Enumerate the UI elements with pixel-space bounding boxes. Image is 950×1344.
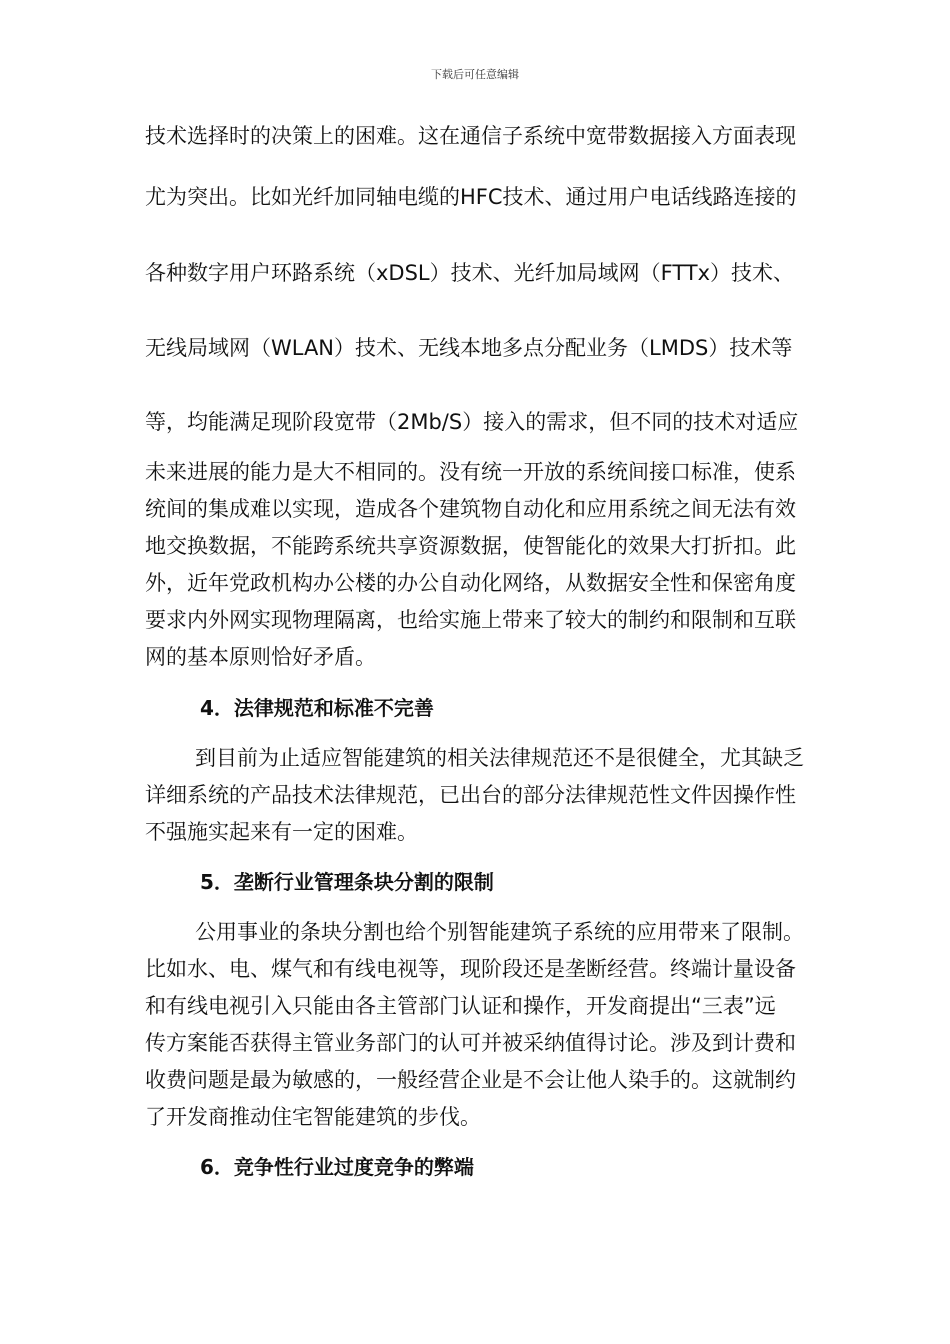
paragraph-line: 各种数字用户环路系统（xDSL）技术、光纤加局域网（FTTx）技术、 bbox=[145, 261, 795, 285]
paragraph-line: 公用事业的条块分割也给个别智能建筑子系统的应用带来了限制。 bbox=[195, 920, 804, 944]
paragraph-line: 不强施实起来有一定的困难。 bbox=[145, 820, 418, 844]
section-heading-4: 4．法律规范和标准不完善 bbox=[200, 696, 434, 720]
paragraph-line: 收费问题是最为敏感的，一般经营企业是不会让他人染手的。这就制约 bbox=[145, 1068, 796, 1092]
paragraph-line: 技术选择时的决策上的困难。这在通信子系统中宽带数据接入方面表现 bbox=[145, 124, 796, 148]
section-heading-5: 5．垄断行业管理条块分割的限制 bbox=[200, 870, 494, 894]
paragraph-line: 要求内外网实现物理隔离，也给实施上带来了较大的制约和限制和互联 bbox=[145, 608, 796, 632]
paragraph-line: 无线局域网（WLAN）技术、无线本地多点分配业务（LMDS）技术等 bbox=[145, 336, 793, 360]
paragraph-line: 等，均能满足现阶段宽带（2Mb/S）接入的需求，但不同的技术对适应 bbox=[145, 410, 799, 434]
paragraph-line: 详细系统的产品技术法律规范，已出台的部分法律规范性文件因操作性 bbox=[145, 783, 796, 807]
paragraph-line: 地交换数据，不能跨系统共享资源数据，使智能化的效果大打折扣。此 bbox=[145, 534, 796, 558]
paragraph-line: 和有线电视引入只能由各主管部门认证和操作，开发商提出“三表”远 bbox=[145, 994, 776, 1018]
paragraph-line: 尤为突出。比如光纤加同轴电缆的HFC技术、通过用户电话线路连接的 bbox=[145, 185, 797, 209]
paragraph-line: 比如水、电、煤气和有线电视等，现阶段还是垄断经营。终端计量设备 bbox=[145, 957, 796, 981]
paragraph-line: 传方案能否获得主管业务部门的认可并被采纳值得讨论。涉及到计费和 bbox=[145, 1031, 796, 1055]
paragraph-line: 未来进展的能力是大不相同的。没有统一开放的系统间接口标准，使系 bbox=[145, 460, 796, 484]
paragraph-line: 外，近年党政机构办公楼的办公自动化网络，从数据安全性和保密角度 bbox=[145, 571, 796, 595]
paragraph-line: 统间的集成难以实现，造成各个建筑物自动化和应用系统之间无法有效 bbox=[145, 497, 796, 521]
section-heading-6: 6．竞争性行业过度竞争的弊端 bbox=[200, 1155, 474, 1179]
paragraph-line: 网的基本原则恰好矛盾。 bbox=[145, 645, 376, 669]
paragraph-line: 到目前为止适应智能建筑的相关法律规范还不是很健全，尤其缺乏 bbox=[195, 746, 804, 770]
paragraph-line: 了开发商推动住宅智能建筑的步伐。 bbox=[145, 1105, 481, 1129]
page-header: 下载后可任意编辑 bbox=[431, 68, 519, 81]
